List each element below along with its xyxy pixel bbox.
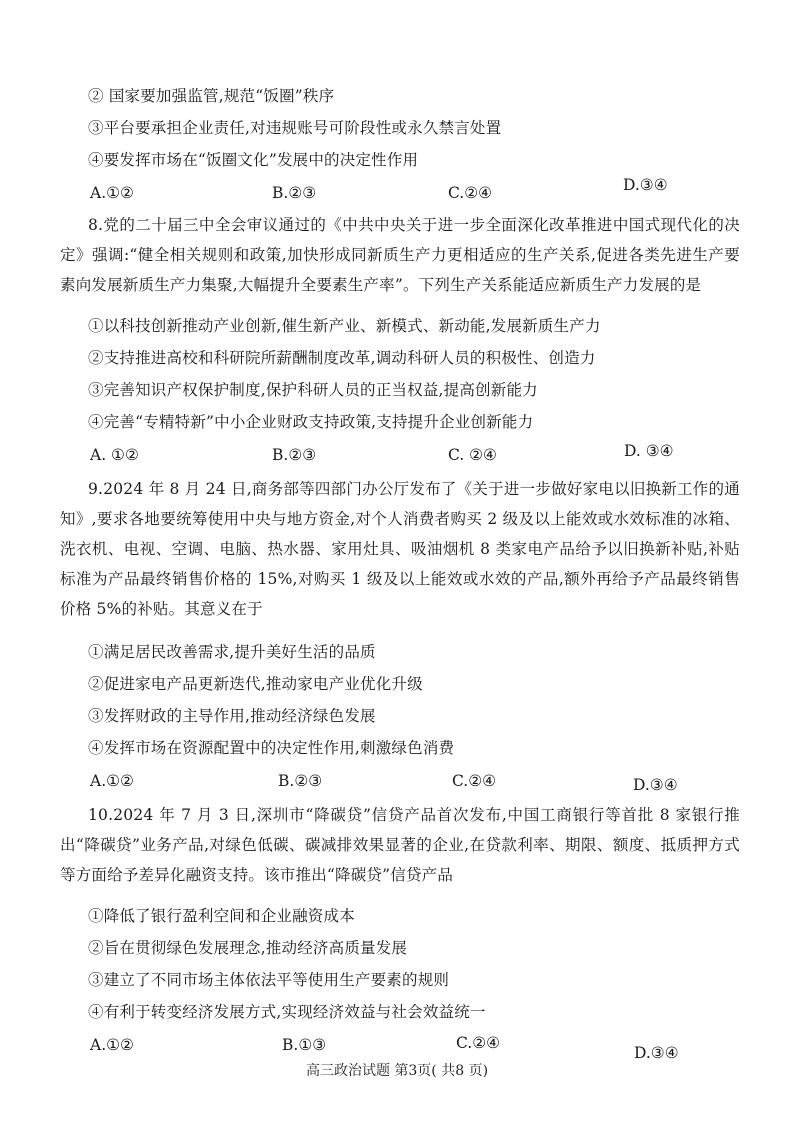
q8-item-1: ①以科技创新推动产业创新,催生新产业、新模式、新动能,发展新质生产力 <box>88 317 601 335</box>
q7-item-3: ③平台要承担企业责任,对违规账号可阶段性或永久禁言处置 <box>88 119 502 137</box>
q9-item-1: ①满足居民改善需求,提升美好生活的品质 <box>88 643 376 661</box>
q8-item-2: ②支持推进高校和科研院所薪酬制度改革,调动科研人员的积极性、创造力 <box>88 349 596 367</box>
q9-option-b: B.②③ <box>278 772 323 790</box>
q8-option-c: C. ②④ <box>448 446 497 464</box>
q9-item-3: ③发挥财政的主导作用,推动经济绿色发展 <box>88 707 376 725</box>
q7-option-d: D.③④ <box>623 176 668 194</box>
q9-option-d: D.③④ <box>633 776 678 794</box>
q10-option-d: D.③④ <box>634 1044 679 1062</box>
q10-item-4: ④有利于转变经济发展方式,实现经济效益与社会效益统一 <box>88 1003 486 1021</box>
q8-item-4: ④完善“专精特新”中小企业财政支持政策,支持提升企业创新能力 <box>88 413 534 431</box>
q10-option-b: B.①③ <box>282 1036 327 1054</box>
q9-item-4: ④发挥市场在资源配置中的决定性作用,刺激绿色消费 <box>88 739 455 757</box>
q7-item-4: ④要发挥市场在“饭圈文化”发展中的决定性作用 <box>88 151 419 169</box>
q10-item-2: ②旨在贯彻绿色发展理念,推动经济高质量发展 <box>88 939 408 957</box>
q10-item-3: ③建立了不同市场主体依法平等使用生产要素的规则 <box>88 971 450 989</box>
q10-item-1: ①降低了银行盈利空间和企业融资成本 <box>88 907 355 925</box>
q8-option-b: B.②③ <box>272 446 317 464</box>
q7-item-2: ② 国家要加强监管,规范“饭圈”秩序 <box>88 87 335 105</box>
q9-stem: 9.2024 年 8 月 24 日,商务部等四部门办公厅发布了《关于进一步做好家电以旧换新工作的通知》,要求各地要统筹使用中央与地方资金,对个人消费者购买 2 级及以上能效或水效标准的冰箱、洗衣机、电视、空调、电脑、热水器、家用灶具、吸油烟机 8 类家电产品给予以旧换新补贴,补贴标准为产品最终销售价格的 15%,对购买 1 级及以上能效或水效的产品,额外再给予产品最终销售价格 5%的补贴。其意义在于 <box>60 480 740 618</box>
q8-option-a: A. ①② <box>90 446 139 464</box>
q7-option-a: A.①② <box>90 184 134 202</box>
page-footer: 高三政治试题 第3页( 共8 页) <box>305 1063 489 1079</box>
q7-option-c: C.②④ <box>448 184 493 202</box>
q8-item-3: ③完善知识产权保护制度,保护科研人员的正当权益,提高创新能力 <box>88 381 538 399</box>
q10-option-c: C.②④ <box>456 1034 501 1052</box>
q9-option-c: C.②④ <box>452 772 497 790</box>
q9-option-a: A.①② <box>90 772 134 790</box>
q7-option-b: B.②③ <box>272 184 317 202</box>
q8-stem: 8.党的二十届三中全会审议通过的《中共中央关于进一步全面深化改革推进中国式现代化的决定》强调:“健全相关规则和政策,加快形成同新质生产力更相适应的生产关系,促进各类先进生产要素向发展新质生产力集聚,大幅提升全要素生产率”。下列生产关系能适应新质生产力发展的是 <box>60 216 740 294</box>
q10-option-a: A.①② <box>90 1036 134 1054</box>
q9-item-2: ②促进家电产品更新迭代,推动家电产业优化升级 <box>88 675 423 693</box>
q8-option-d: D. ③④ <box>624 442 674 460</box>
q10-stem: 10.2024 年 7 月 3 日,深圳市“降碳贷”信贷产品首次发布,中国工商银行等首批 8 家银行推出“降碳贷”业务产品,对绿色低碳、碳减排效果显著的企业,在贷款利率、期限、额度、抵质押方式等方面给予差异化融资支持。该市推出“降碳贷”信贷产品 <box>60 806 740 884</box>
